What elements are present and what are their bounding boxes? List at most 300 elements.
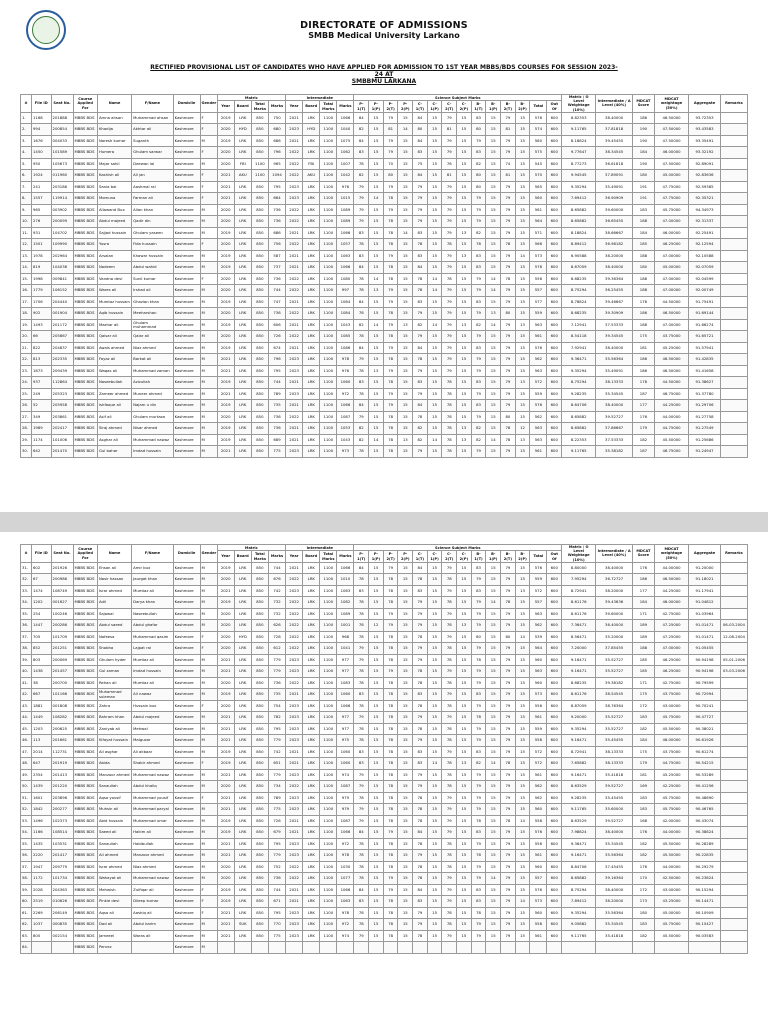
table-cell: 15	[398, 815, 413, 827]
table-cell: 15	[427, 631, 442, 643]
table-cell: 78	[413, 631, 428, 643]
table-cell: 15	[369, 574, 384, 586]
table-cell: LRK	[303, 666, 320, 678]
table-cell: 35.52727	[596, 723, 633, 735]
table-cell: 15	[457, 792, 472, 804]
table-cell: 91.17941	[689, 585, 721, 597]
table-cell: 188	[632, 643, 654, 655]
table-cell: 667	[31, 689, 51, 701]
table-cell: 78	[354, 239, 369, 251]
table-cell: 850	[251, 735, 268, 747]
table-cell: 46.00000	[654, 227, 688, 239]
table-cell: Najam u din	[132, 400, 174, 412]
table-cell: Hakim ali	[132, 827, 174, 839]
table-cell: 13	[515, 319, 530, 331]
table-cell: 9.94545	[562, 170, 596, 182]
table-cell: 2021	[217, 930, 234, 942]
table-cell: 78	[413, 666, 428, 678]
table-cell: 15	[427, 666, 442, 678]
table-cell: 45.25000	[654, 342, 688, 354]
table-cell: 1100	[320, 792, 337, 804]
table-cell: 9.16471	[562, 735, 596, 747]
table-cell: 15	[427, 735, 442, 747]
table-cell: 78	[442, 850, 457, 862]
table-cell: 78	[442, 411, 457, 423]
table-cell: 91.75491	[689, 296, 721, 308]
table-cell: 676	[268, 574, 285, 586]
table-cell: 14	[427, 285, 442, 297]
table-cell: Kashmore	[173, 643, 200, 655]
table-cell: 15	[369, 597, 384, 609]
table-cell: 78	[442, 574, 457, 586]
table-cell: 79	[383, 620, 398, 632]
table-cell: 850	[251, 204, 268, 216]
table-cell: 732	[268, 597, 285, 609]
col-header-science-marks: Science Subject Marks	[354, 545, 562, 551]
table-cell: 2019	[217, 112, 234, 124]
table-cell: 90.28289	[689, 838, 721, 850]
table-cell: 183	[632, 804, 654, 816]
table-cell: Mumtaz ali	[132, 654, 174, 666]
table-cell: 600	[547, 193, 562, 205]
table-row	[21, 597, 748, 609]
table-cell: 79	[471, 838, 486, 850]
table-cell: 15	[369, 781, 384, 793]
table-cell: 1089	[337, 608, 354, 620]
table-cell: 1087	[337, 815, 354, 827]
table-cell: F	[200, 181, 217, 193]
table-cell: 1100	[320, 216, 337, 228]
table-cell: 176	[632, 411, 654, 423]
table-cell: 79	[501, 354, 516, 366]
table-cell: F	[200, 631, 217, 643]
table-cell	[720, 388, 747, 400]
table-cell: 15	[369, 804, 384, 816]
table-cell: 79	[501, 319, 516, 331]
table-cell: 78	[413, 815, 428, 827]
table-cell: 90.72994	[689, 689, 721, 701]
table-cell	[720, 239, 747, 251]
table-cell: 8.22353	[562, 434, 596, 446]
table-cell: 45.	[21, 723, 32, 735]
table-cell: 572	[530, 746, 547, 758]
table-cell: Kashmore	[173, 562, 200, 574]
table-cell: MBBS BDS	[73, 124, 97, 136]
table-cell: 2020	[217, 308, 234, 320]
table-cell: 15	[457, 827, 472, 839]
table-cell: 850	[251, 331, 268, 343]
table-cell: 600	[547, 227, 562, 239]
table-cell: 79	[413, 388, 428, 400]
table-cell: 850	[251, 227, 268, 239]
table-cell: 79	[501, 342, 516, 354]
table-cell: LRK	[234, 319, 251, 331]
table-cell: 15	[515, 124, 530, 136]
table-cell: LRK	[234, 608, 251, 620]
table-cell: 15	[398, 804, 413, 816]
table-cell: 83	[413, 758, 428, 770]
col-header-aggregate: Aggregate	[689, 95, 721, 113]
col-header-subject: C-2(T)	[442, 101, 457, 112]
table-cell: Kashmore	[173, 124, 200, 136]
table-cell: 1063	[337, 585, 354, 597]
table-cell: 44.25000	[654, 585, 688, 597]
table-cell: 744	[268, 562, 285, 574]
table-cell: Kashmore	[173, 170, 200, 182]
table-cell	[720, 319, 747, 331]
table-cell: Allawand Bux	[97, 204, 131, 216]
table-cell: 39.52727	[596, 411, 633, 423]
table-cell: 79	[501, 135, 516, 147]
table-cell: 15	[457, 135, 472, 147]
table-cell: 15	[457, 735, 472, 747]
table-cell: 3.	[21, 135, 32, 147]
col-header-inter-weightage: Intermediate / A Level (40%)	[596, 545, 633, 563]
table-cell: 2023	[286, 804, 303, 816]
table-cell: 5.	[21, 158, 32, 170]
table-cell: Suganth	[132, 135, 174, 147]
table-cell: HYD	[234, 124, 251, 136]
table-cell: 91.42835	[689, 354, 721, 366]
table-cell: 15	[398, 700, 413, 712]
table-cell: 15	[427, 585, 442, 597]
table-cell: 566	[530, 239, 547, 251]
table-cell: 15	[486, 746, 501, 758]
table-cell: M	[200, 227, 217, 239]
table-cell: 600	[547, 239, 562, 251]
table-cell	[720, 804, 747, 816]
table-cell: 15	[457, 377, 472, 389]
table-row	[21, 907, 748, 919]
table-cell: 47.75000	[654, 181, 688, 193]
table-cell: 775	[268, 804, 285, 816]
col-header-board: Board	[234, 101, 251, 112]
table-cell: 35.	[21, 608, 32, 620]
table-cell: MBBS BDS	[73, 838, 97, 850]
table-cell: 45.00000	[654, 170, 688, 182]
table-cell: MBBS BDS	[73, 562, 97, 574]
table-cell: 79	[413, 907, 428, 919]
table-cell: MBBS BDS	[73, 319, 97, 331]
table-cell: 79	[471, 723, 486, 735]
table-cell: 576	[530, 112, 547, 124]
table-cell: 90.03583	[689, 930, 721, 942]
table-cell: Wares ali	[97, 285, 131, 297]
table-cell: 561	[530, 331, 547, 343]
table-cell: 726	[268, 815, 285, 827]
table-cell: 1087	[337, 411, 354, 423]
table-cell: 79	[383, 884, 398, 896]
table-cell: Naseebullah	[132, 608, 174, 620]
table-cell: 2023	[286, 919, 303, 931]
table-cell: 15	[398, 873, 413, 885]
table-cell: Nisar ahmed	[132, 423, 174, 435]
table-cell: Majar sahil	[97, 158, 131, 170]
table-cell: Muhsin ali	[97, 804, 131, 816]
table-cell: 83	[471, 147, 486, 159]
table-cell: 15	[369, 388, 384, 400]
table-cell: Israr ahmed	[97, 861, 131, 873]
table-cell: 191	[632, 193, 654, 205]
table-cell	[217, 942, 234, 954]
table-cell: 2021	[286, 319, 303, 331]
table-cell: 2020	[217, 574, 234, 586]
table-cell: 2022	[286, 285, 303, 297]
table-cell: 15	[427, 562, 442, 574]
table-cell: 850	[251, 388, 268, 400]
table-cell: 15	[457, 838, 472, 850]
table-cell: 79	[354, 216, 369, 228]
table-cell: 39.52727	[596, 815, 633, 827]
table-cell: 2023	[286, 388, 303, 400]
table-cell: 62.	[21, 919, 32, 931]
col-header-intermediate: Intermediate	[286, 545, 354, 551]
table-cell: LRK	[234, 884, 251, 896]
table-cell: 38.40000	[596, 827, 633, 839]
table-cell: 15	[486, 239, 501, 251]
table-cell: Kashmore	[173, 354, 200, 366]
table-cell	[720, 112, 747, 124]
table-cell: 15	[457, 815, 472, 827]
table-cell: 182	[632, 930, 654, 942]
table-cell: 2020	[217, 216, 234, 228]
table-cell: 1100	[320, 377, 337, 389]
table-cell: LRK	[234, 769, 251, 781]
table-cell: 79	[471, 781, 486, 793]
table-cell: 175	[632, 689, 654, 701]
table-cell: 850	[251, 723, 268, 735]
table-cell: 1066	[337, 112, 354, 124]
table-cell: 78	[383, 804, 398, 816]
table-cell: 39.46667	[596, 296, 633, 308]
table-cell: 79	[501, 861, 516, 873]
table-cell: 90.48690	[689, 792, 721, 804]
table-cell: Kashmore	[173, 769, 200, 781]
table-cell: 82	[413, 319, 428, 331]
table-row	[21, 574, 748, 586]
table-cell: 572	[530, 758, 547, 770]
col-header-no: #	[21, 95, 32, 113]
table-cell: 574	[530, 124, 547, 136]
table-cell: Muhammad umar	[132, 815, 174, 827]
table-cell: 15	[486, 769, 501, 781]
table-cell: 850	[251, 677, 268, 689]
table-cell: 15	[486, 388, 501, 400]
table-cell: LRK	[303, 147, 320, 159]
table-cell: 79	[442, 181, 457, 193]
table-cell: MBBS BDS	[73, 815, 97, 827]
table-cell: 79	[354, 769, 369, 781]
table-cell: 1100	[320, 804, 337, 816]
table-cell: 600	[547, 158, 562, 170]
table-cell: 79	[501, 827, 516, 839]
table-cell: 563	[530, 319, 547, 331]
table-cell: 1100	[320, 608, 337, 620]
table-cell: LRK	[234, 273, 251, 285]
table-cell: 15	[486, 204, 501, 216]
table-cell	[720, 296, 747, 308]
table-cell: MBBS BDS	[73, 942, 97, 954]
table-cell: 15	[369, 884, 384, 896]
table-cell: LRK	[303, 239, 320, 251]
table-cell: 1066	[337, 400, 354, 412]
table-cell: 79	[471, 135, 486, 147]
table-cell: 78	[354, 907, 369, 919]
col-header-subject: P-2(T)	[383, 551, 398, 562]
table-cell: 9.28235	[562, 792, 596, 804]
table-cell: 15	[486, 158, 501, 170]
table-cell	[720, 446, 747, 458]
table-cell: 15	[515, 446, 530, 458]
table-cell: 1085	[337, 331, 354, 343]
table-cell: 79	[501, 896, 516, 908]
table-cell: 600	[547, 388, 562, 400]
table-cell: 626	[268, 620, 285, 632]
table-cell: 775	[268, 930, 285, 942]
table-cell: 15	[515, 112, 530, 124]
table-cell: 15	[486, 919, 501, 931]
table-cell: 742	[268, 746, 285, 758]
table-cell: 15	[515, 884, 530, 896]
table-cell: 1100	[320, 689, 337, 701]
table-cell: 15	[369, 170, 384, 182]
table-cell: 561	[530, 850, 547, 862]
table-cell: 78	[442, 273, 457, 285]
table-cell: 78	[383, 262, 398, 274]
table-cell: 79	[383, 112, 398, 124]
table-row	[21, 319, 748, 331]
table-cell: M	[200, 827, 217, 839]
table-cell: 79	[501, 930, 516, 942]
table-cell: 46.25000	[654, 666, 688, 678]
table-cell: 782	[268, 712, 285, 724]
table-cell: 15	[486, 700, 501, 712]
table-cell: 91.04812	[689, 597, 721, 609]
table-cell: 79	[501, 907, 516, 919]
table-cell	[720, 585, 747, 597]
table-cell: 15	[427, 620, 442, 632]
table-cell: 15	[427, 112, 442, 124]
table-cell: 06-03-2004	[720, 620, 747, 632]
table-cell: F	[200, 112, 217, 124]
table-cell: 79	[442, 689, 457, 701]
table-cell: 78	[383, 597, 398, 609]
table-cell: 15	[457, 285, 472, 297]
table-cell: Yusra	[97, 239, 131, 251]
table-cell: 1100	[320, 919, 337, 931]
table-cell: 1100	[320, 285, 337, 297]
table-cell: 850	[251, 712, 268, 724]
table-cell: 83	[471, 112, 486, 124]
table-cell: 47.75000	[654, 193, 688, 205]
table-cell: 15	[515, 643, 530, 655]
table-cell: 84	[413, 135, 428, 147]
table-cell: 2019	[217, 746, 234, 758]
table-cell: 2023	[286, 723, 303, 735]
table-cell: 81	[383, 124, 398, 136]
table-cell: 15	[515, 331, 530, 343]
col-header-subject: Out Of	[547, 551, 562, 562]
table-cell: 79	[442, 296, 457, 308]
table-cell: 15	[369, 423, 384, 435]
table-cell: 850	[251, 781, 268, 793]
table-cell: 1100	[320, 815, 337, 827]
table-cell: 600	[547, 124, 562, 136]
table-cell: 39.60000	[596, 608, 633, 620]
table-cell: 796	[268, 147, 285, 159]
col-header-domicile: Domicile	[173, 95, 200, 113]
table-cell: 38.40000	[596, 262, 633, 274]
table-cell: 1100	[320, 354, 337, 366]
table-cell: 15	[515, 769, 530, 781]
table-cell: 606	[268, 319, 285, 331]
table-cell: 1100	[251, 170, 268, 182]
table-cell: 201220	[51, 781, 73, 793]
table-cell: 101734	[51, 873, 73, 885]
table-cell: LRK	[234, 585, 251, 597]
table-cell	[720, 735, 747, 747]
table-cell: F	[200, 193, 217, 205]
table-cell: MBBS BDS	[73, 735, 97, 747]
table-cell: 9.16471	[562, 850, 596, 862]
table-cell: LRK	[234, 388, 251, 400]
table-cell: 1063	[337, 250, 354, 262]
table-cell: 78	[501, 239, 516, 251]
table-cell	[596, 942, 633, 954]
table-cell: 735	[268, 689, 285, 701]
table-cell: LRK	[234, 147, 251, 159]
table-cell: 18.	[21, 308, 32, 320]
table-cell: F	[200, 239, 217, 251]
table-cell: 15	[457, 354, 472, 366]
table-cell: 2021	[286, 884, 303, 896]
table-cell: 45.75000	[654, 804, 688, 816]
table-cell: LRK	[234, 643, 251, 655]
table-cell: LRK	[303, 135, 320, 147]
table-cell: LRK	[234, 896, 251, 908]
table-cell: 15	[427, 423, 442, 435]
table-cell: 2019	[217, 562, 234, 574]
table-cell: 83	[354, 377, 369, 389]
table-cell: 78	[442, 239, 457, 251]
table-cell: 978	[337, 354, 354, 366]
table-cell: Sajjad hussain	[97, 227, 131, 239]
table-cell: 39.38182	[596, 677, 633, 689]
table-cell: 79	[501, 643, 516, 655]
table-cell: 15	[369, 930, 384, 942]
col-header-marks: Marks	[337, 101, 354, 112]
table-cell: 79	[501, 181, 516, 193]
table-cell: 7.	[21, 181, 32, 193]
table-cell: 15	[515, 700, 530, 712]
table-cell: 13	[398, 319, 413, 331]
table-cell: 35.45455	[596, 735, 633, 747]
table-cell: MBBS BDS	[73, 193, 97, 205]
table-cell: 7.12941	[562, 319, 596, 331]
table-cell: 15	[369, 608, 384, 620]
table-cell: 38.13333	[596, 746, 633, 758]
table-cell: LRK	[303, 388, 320, 400]
table-cell: 974	[337, 930, 354, 942]
table-cell: 2019	[217, 689, 234, 701]
table-cell: Muhammad nawaz	[132, 769, 174, 781]
table-cell: Sunil kumar	[132, 273, 174, 285]
table-cell: 184	[632, 735, 654, 747]
table-cell	[720, 712, 747, 724]
table-cell: 78	[383, 689, 398, 701]
table-cell: 564	[530, 643, 547, 655]
table-cell: 15	[457, 216, 472, 228]
